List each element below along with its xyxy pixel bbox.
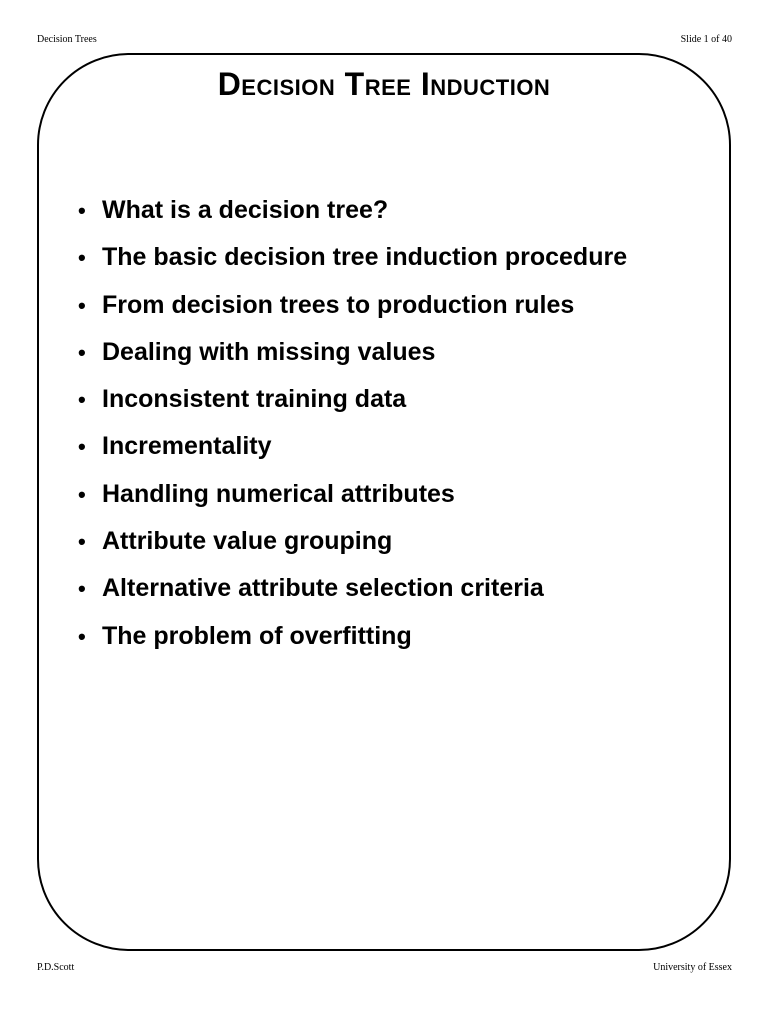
slide-number: Slide 1 of 40 bbox=[680, 34, 732, 45]
list-item bbox=[78, 571, 738, 618]
running-header-title: Decision Trees bbox=[37, 34, 97, 45]
list-item bbox=[78, 524, 738, 571]
bullet-icon: • bbox=[78, 245, 86, 271]
list-item-text: The problem of overfitting bbox=[102, 621, 412, 650]
bullet-icon: • bbox=[78, 198, 86, 223]
bullet-icon: • bbox=[78, 339, 86, 365]
list-item bbox=[78, 288, 738, 335]
bullet-icon: • bbox=[78, 529, 86, 555]
bullet-icon: • bbox=[78, 481, 86, 507]
list-item bbox=[78, 335, 738, 382]
list-item bbox=[78, 240, 738, 287]
list-item-text: Attribute value grouping bbox=[102, 527, 393, 556]
slide-title: Decision Tree Induction bbox=[217, 66, 551, 102]
list-item bbox=[78, 619, 738, 666]
institution-footer: University of Essex bbox=[653, 962, 732, 973]
list-item-text: What is a decision tree? bbox=[102, 196, 389, 224]
list-item bbox=[78, 193, 738, 240]
list-item-text: Inconsistent training data bbox=[102, 385, 407, 414]
list-item-text: Handling numerical attributes bbox=[102, 479, 455, 508]
bullet-icon: • bbox=[78, 623, 86, 649]
list-item-text: Dealing with missing values bbox=[102, 337, 436, 366]
list-item-text: The basic decision tree induction procedure bbox=[102, 243, 628, 272]
bullet-icon: • bbox=[78, 292, 86, 318]
bullet-icon: • bbox=[78, 434, 86, 460]
bullet-icon: • bbox=[78, 576, 86, 602]
author-footer: P.D.Scott bbox=[37, 962, 75, 973]
list-item-text: Incrementality bbox=[102, 432, 272, 461]
list-item bbox=[78, 382, 738, 429]
list-item bbox=[78, 477, 738, 524]
list-item bbox=[78, 429, 738, 476]
bullet-list bbox=[78, 193, 738, 666]
list-item-text: From decision trees to production rules bbox=[102, 290, 575, 319]
list-item-text: Alternative attribute selection criteria bbox=[102, 574, 544, 603]
bullet-icon: • bbox=[78, 387, 86, 413]
